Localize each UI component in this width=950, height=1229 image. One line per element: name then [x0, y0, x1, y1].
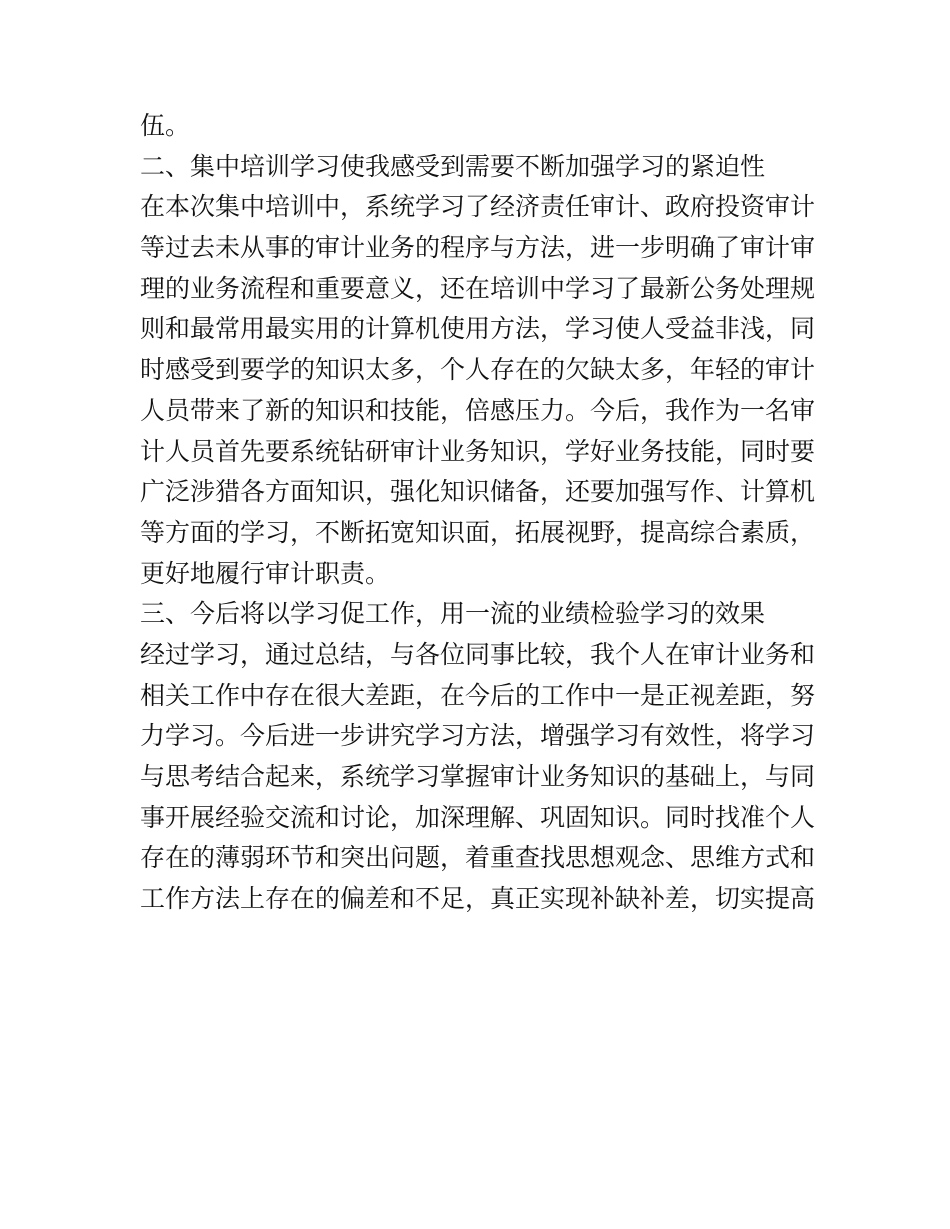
text-line: 与思考结合起来，系统学习掌握审计业务知识的基础上，与同 [140, 762, 816, 791]
text-line: 力学习。今后进一步讲究学习方法，增强学习有效性，将学习 [140, 721, 816, 751]
section-heading: 三、今后将以学习促工作，用一流的业绩检验学习的效果 [140, 599, 766, 629]
text-line: 伍。 [140, 111, 191, 140]
text-line: 相关工作中存在很大差距，在今后的工作中一是正视差距，努 [140, 680, 816, 710]
text-line: 等过去未从事的审计业务的程序与方法，进一步明确了审计审 [140, 233, 816, 263]
text-line: 理的业务流程和重要意义，还在培训中学习了最新公务处理规 [140, 273, 816, 303]
text-line: 事开展经验交流和讨论，加深理解、巩固知识。同时找准个人 [140, 802, 816, 832]
text-line: 等方面的学习，不断拓宽知识面，拓展视野，提高综合素质， [140, 517, 816, 547]
text-line: 人员带来了新的知识和技能，倍感压力。今后，我作为一名审 [140, 395, 816, 425]
text-line: 广泛涉猎各方面知识，强化知识储备，还要加强写作、计算机 [140, 477, 816, 507]
text-line: 经过学习，通过总结，与各位同事比较，我个人在审计业务和 [140, 639, 816, 669]
text-line: 在本次集中培训中，系统学习了经济责任审计、政府投资审计 [140, 192, 816, 222]
text-line: 则和最常用最实用的计算机使用方法，学习使人受益非浅，同 [140, 314, 816, 344]
section-heading: 二、集中培训学习使我感受到需要不断加强学习的紧迫性 [140, 151, 766, 181]
text-line: 时感受到要学的知识太多，个人存在的欠缺太多，年轻的审计 [140, 355, 816, 385]
text-line: 计人员首先要系统钻研审计业务知识，学好业务技能，同时要 [140, 436, 816, 466]
text-line: 工作方法上存在的偏差和不足，真正实现补缺补差，切实提高 [140, 884, 816, 914]
text-line: 存在的薄弱环节和突出问题，着重查找思想观念、思维方式和 [140, 843, 816, 873]
document-body [140, 106, 820, 920]
text-line: 更好地履行审计职责。 [140, 558, 391, 588]
